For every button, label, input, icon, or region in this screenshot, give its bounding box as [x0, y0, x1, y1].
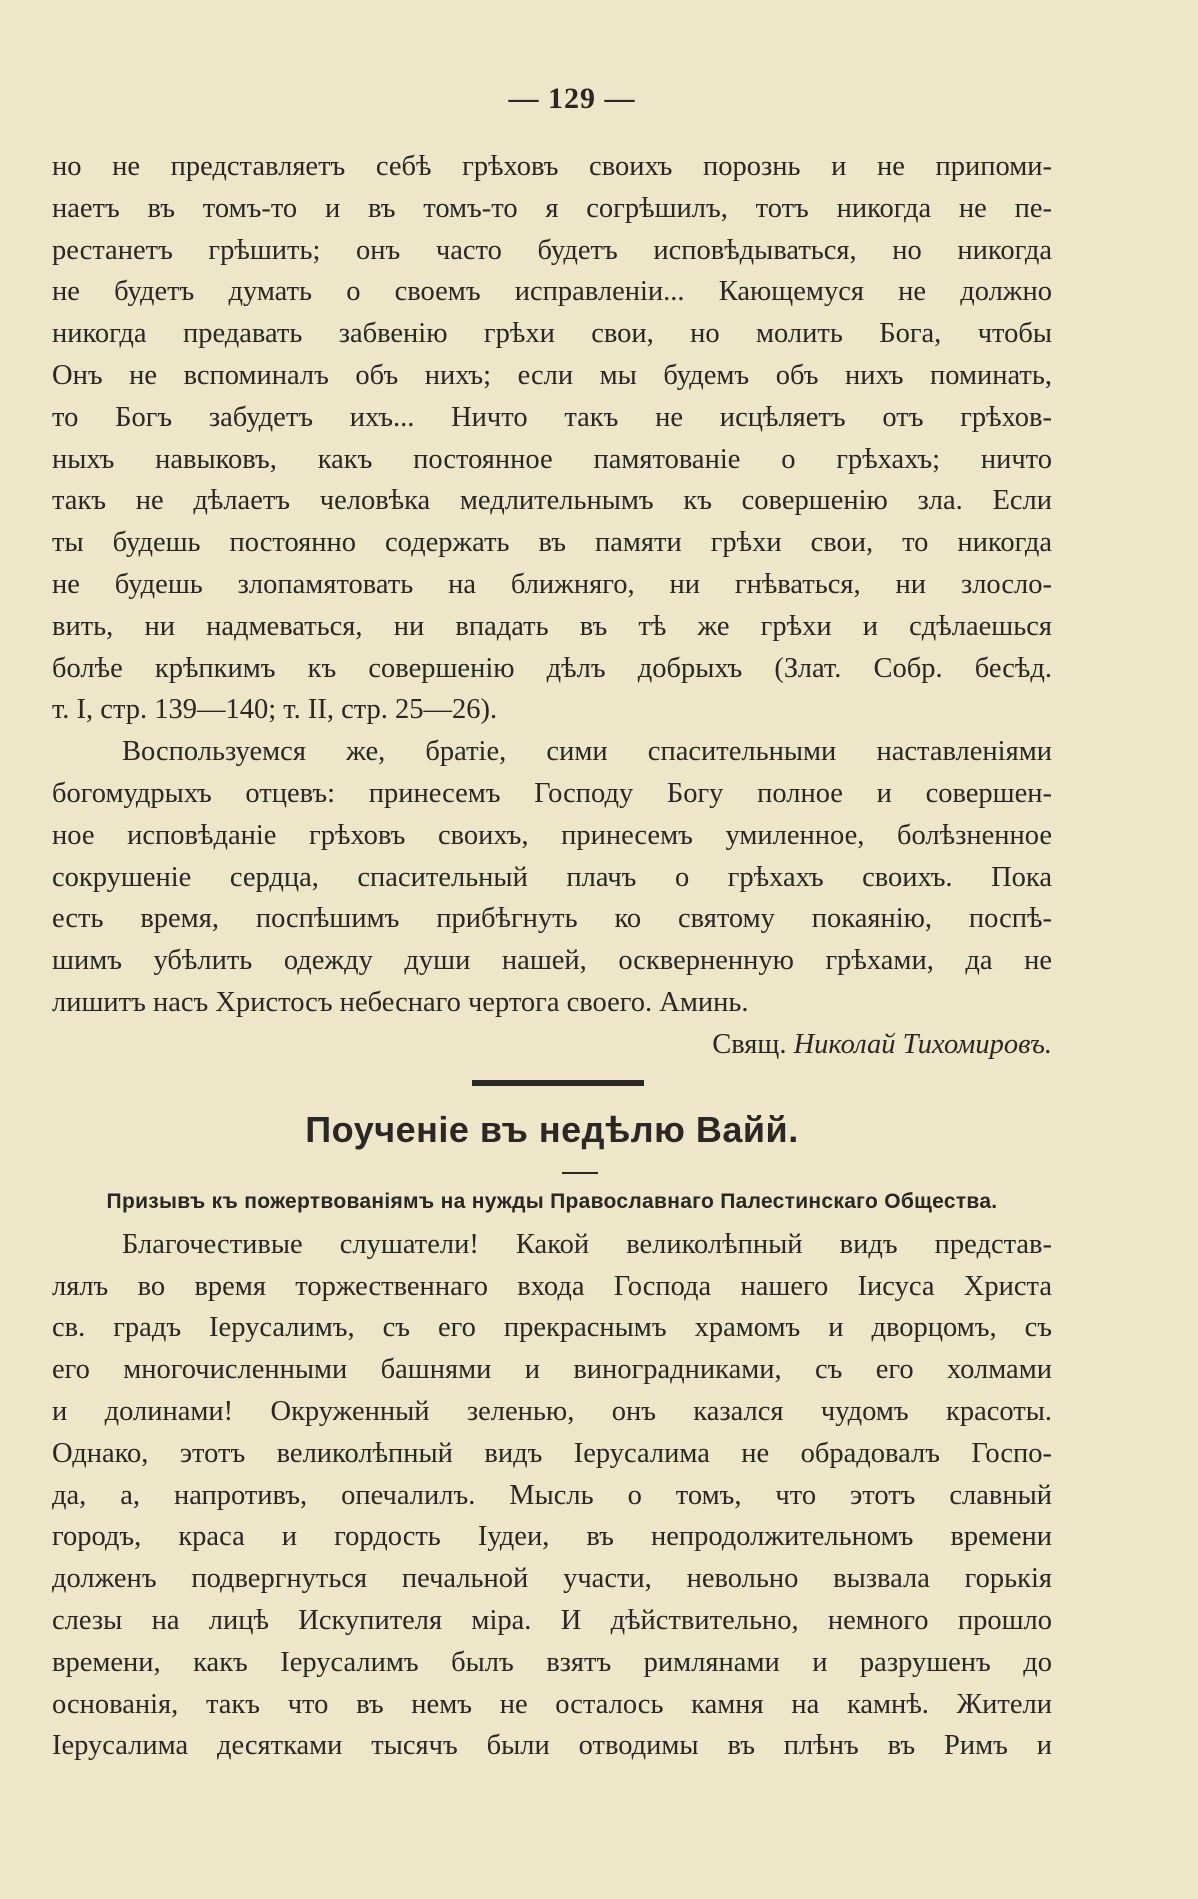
text-line: то Богъ забудетъ ихъ... Ничто такъ не исцѣляетъ отъ грѣхов- [52, 401, 1052, 433]
ornament-rule [562, 1172, 598, 1174]
text-line: не будетъ думать о своемъ исправленіи... Кающемуся не должно [52, 276, 1052, 308]
text-line: никогда предавать забвенію грѣхи свои, но молить Бога, чтобы [52, 318, 1052, 350]
text-line: т. І, стр. 139—140; т. ІІ, стр. 25—26). [52, 694, 498, 726]
page-number: — 129 — [508, 82, 636, 115]
text-line: его многочисленными башнями и виноградниками, съ его холмами [52, 1354, 1052, 1386]
text-line: ное исповѣданіе грѣховъ своихъ, принесемъ умиленное, болѣзненное [52, 819, 1052, 851]
text-line: долженъ подвергнуться печальной участи, невольно вызвала горькія [52, 1563, 1052, 1595]
text-line: такъ не дѣлаетъ человѣка медлительнымъ къ совершенію зла. Если [52, 485, 1052, 517]
section-title: Поученіе въ недѣлю Вайй. [305, 1108, 799, 1150]
text-line: городъ, краса и гордость Іудеи, въ непродолжительномъ времени [52, 1521, 1052, 1553]
text-line: Іерусалима десятками тысячъ были отводимы въ плѣнъ въ Римъ и [52, 1730, 1052, 1762]
section-divider [472, 1080, 644, 1086]
text-line: лишитъ насъ Христосъ небеснаго чертога своего. Аминь. [52, 986, 749, 1018]
text-line: слезы на лицѣ Искупителя міра. И дѣйствительно, немного прошло [52, 1604, 1052, 1636]
signature [52, 1024, 1052, 1066]
text-line: богомудрыхъ отцевъ: принесемъ Господу Богу полное и совершен- [52, 777, 1052, 809]
text-line: Однако, этотъ великолѣпный видъ Іерусалима не обрадовалъ Госпо- [52, 1437, 1052, 1469]
text-line: основанія, такъ что въ немъ не осталось камня на камнѣ. Жители [52, 1688, 1052, 1720]
text-line: и долинами! Окруженный зеленью, онъ казался чудомъ красоты. [52, 1395, 1052, 1427]
text-line: лялъ во время торжественнаго входа Господа нашего Іисуса Христа [52, 1270, 1052, 1302]
text-line: болѣе крѣпкимъ къ совершенію дѣлъ добрыхъ (Злат. Собр. бесѣд. [52, 652, 1052, 684]
signature-name: Николай Тихомировъ. [793, 1028, 1052, 1060]
text-line: Онъ не вспоминалъ объ нихъ; если мы будемъ объ нихъ поминать, [52, 359, 1052, 391]
paragraph-1 [52, 146, 1052, 731]
text-line: ныхъ навыковъ, какъ постоянное памятованіе о грѣхахъ; ничто [52, 443, 1052, 475]
text-line: есть время, поспѣшимъ прибѣгнуть ко святому покаянію, поспѣ- [52, 903, 1052, 935]
text-line: шимъ убѣлить одежду души нашей, оскверненную грѣхами, да не [52, 945, 1052, 977]
text-line: не будешь злопамятовать на ближняго, ни гнѣваться, ни злосло- [52, 568, 1052, 600]
text-line: сокрушеніе сердца, спасительный плачъ о грѣхахъ своихъ. Пока [52, 861, 1052, 893]
section-subtitle: Призывъ къ пожертвованіямъ на нужды Православнаго Палестинскаго Общества. [106, 1189, 998, 1213]
paragraph-3 [52, 1224, 1052, 1767]
text-line: но не представляетъ себѣ грѣховъ своихъ порознь и не припоми- [52, 151, 1052, 182]
text-line: рестанетъ грѣшить; онъ часто будетъ исповѣдываться, но никогда [52, 234, 1052, 266]
paragraph-2 [52, 731, 1052, 1024]
text-line: св. градъ Іерусалимъ, съ его прекраснымъ храмомъ и дворцомъ, съ [52, 1312, 1052, 1344]
text-line: наетъ въ томъ-то и въ томъ-то я согрѣшилъ, тотъ никогда не пе- [52, 192, 1052, 224]
text-line: времени, какъ Іерусалимъ былъ взятъ римлянами и разрушенъ до [52, 1646, 1052, 1678]
text-line: вить, ни надмеваться, ни впадать въ тѣ же грѣхи и сдѣлаешься [52, 610, 1052, 642]
text-line: да, а, напротивъ, опечалилъ. Мысль о томъ, что этотъ славный [52, 1479, 1052, 1511]
signature-title: Свящ. [712, 1028, 787, 1060]
text-line: Воспользуемся же, братіе, сими спасительными наставленіями [122, 736, 1052, 768]
text-line: Благочестивые слушатели! Какой великолѣпный видъ представ- [122, 1228, 1052, 1260]
book-page [52, 82, 1052, 1767]
text-line: ты будешь постоянно содержать въ памяти грѣхи свои, то никогда [52, 527, 1052, 559]
